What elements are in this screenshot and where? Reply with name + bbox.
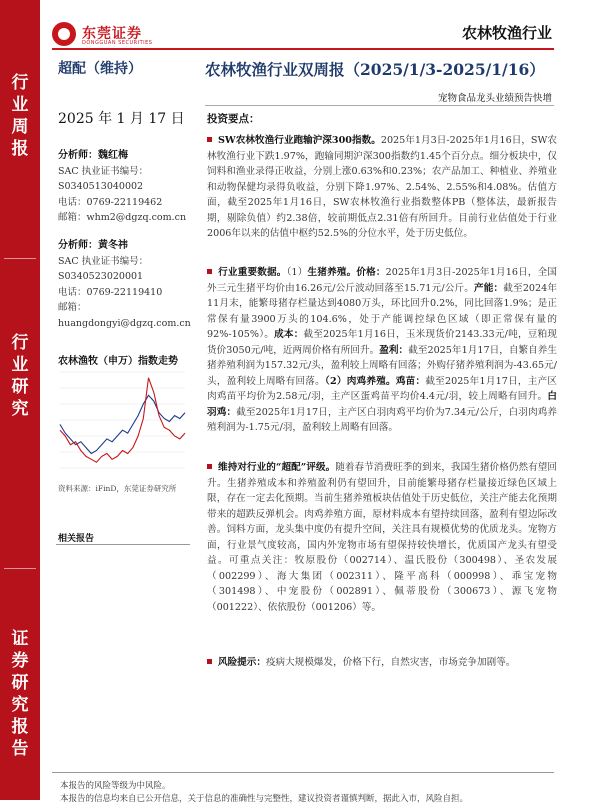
header-divider — [52, 48, 554, 50]
band-divider — [4, 258, 36, 259]
band-char: 证 — [11, 629, 29, 649]
band-label-research — [0, 332, 40, 420]
paragraph-performance — [207, 133, 557, 242]
paragraph-subhead: 成本： — [274, 329, 304, 340]
related-reports-divider — [56, 544, 190, 545]
band-char: 周 — [11, 117, 29, 137]
rating: 超配（维持） — [58, 61, 142, 77]
cert-label: SAC 执业证书编号： — [58, 165, 149, 177]
band-label-report — [0, 628, 40, 760]
chart-title: 农林渔牧（申万）指数走势 — [58, 356, 178, 367]
paragraph-text: 截至2024年11月末，能繁母猪存栏量达到4080万头，环比回升0.2%，同比回落1.9%；是正常保有量3900万头的104.6%，处于产能调控绿色区域（即正常保有量的92%-105%）。 — [207, 282, 557, 340]
paragraph-lead: 维持对行业的“超配”评级。 — [218, 462, 336, 473]
analyst-name: 分析师：魏红梅 — [58, 150, 128, 161]
footer-risk-level: 本报告的风险等级为中风险。 — [60, 781, 171, 791]
cert-number: S0340523020001 — [58, 271, 144, 282]
band-char: 行 — [11, 333, 29, 353]
band-label-weekly — [0, 72, 40, 160]
analyst-phone: 电话：0769-22119410 — [58, 286, 163, 298]
paragraph-industry-data — [207, 265, 557, 436]
analyst-block — [58, 148, 186, 226]
band-char: 研 — [11, 377, 29, 397]
analyst-block — [58, 238, 191, 331]
paragraph-lead: 风险提示： — [218, 657, 266, 668]
paragraph-text: 疫病大规模爆发，价格下行，自然灾害，市场竞争加剧等。 — [265, 657, 516, 668]
analyst-email[interactable]: huangdongyi@dgzq.com.cn — [58, 317, 191, 329]
paragraph-lead: SW农林牧渔行业跑输沪深300指数。 — [218, 135, 381, 146]
chart-source: 资料来源：iFinD，东莞证券研究所 — [58, 484, 177, 493]
paragraph-lead: 行业重要数据。 — [218, 267, 287, 278]
band-char: 行 — [11, 73, 29, 93]
bullet-icon — [207, 464, 212, 469]
key-points-heading: 投资要点： — [207, 113, 260, 125]
band-char: 报 — [11, 717, 29, 737]
analyst-email[interactable]: 邮箱：whm2@dgzq.com.cn — [58, 212, 187, 223]
band-char: 告 — [11, 739, 29, 759]
band-divider — [4, 568, 36, 569]
band-char: 究 — [11, 695, 29, 715]
paragraph-subhead: 盈利： — [379, 344, 409, 356]
index-trend-chart — [56, 366, 189, 476]
side-band — [0, 0, 40, 800]
band-char: 券 — [11, 651, 29, 671]
analyst-phone: 电话：0769-22119462 — [58, 196, 163, 208]
industry-name: 农林牧渔行业 — [461, 24, 552, 42]
paragraph-subhead: 白羽鸡： — [207, 391, 557, 418]
subtitle-divider — [205, 105, 554, 106]
paragraph-text: 截至2025年1月16日，玉米现货价2143.33元/吨，豆粕现货价3050元/吨，近两周价格有所回升。 — [207, 329, 557, 356]
logo-text: 东莞证券 — [82, 26, 142, 42]
bullet-icon — [207, 137, 212, 142]
cert-number: S0340513040002 — [58, 181, 144, 192]
company-logo — [52, 22, 162, 48]
cert-label: SAC 执业证书编号： — [58, 255, 149, 267]
paragraph-rating — [207, 460, 557, 615]
paragraph-text: 随着春节消费旺季的到来，我国生猪价格仍然有望回升。生猪养殖成本和养殖盈利仍有望回升，目前能繁母猪存栏量接近绿色区域上限，存在一定去化预期。当前生猪养殖板块估值处于历史低位，关注产能去化预期带来的超跌反弹机会。肉鸡养殖方面，原材料成本有望持续回落，盈利有望边际改善。饲料方面，龙头集中度仍有提升空间，关注具有规模优势的优质龙头。宠物方面，行业景气度较高，国内外宠物市场有望保持较快增长，优质国产龙头有望受益。可重点关注：牧原股份（002714）、温氏股份（300498）、圣农发展（002299）、海大集团（002311）、隆平高科（000998）、乖宝宠物（301498）、中宠股份（002891）、佩蒂股份（300673）、源飞宠物（001222）、依依股份（001206）等。 — [207, 462, 558, 613]
footer-disclaimer: 本报告的信息均来自已公开信息，关于信息的准确性与完整性，建议投资者谨慎判断，据此入市，风险自担。 — [60, 794, 469, 804]
band-char: 业 — [11, 95, 29, 115]
paragraph-text: 2025年1月3日-2025年1月16日，SW农林牧渔行业下跌1.97%，跑输同期沪深300指数约1.45个百分点。细分板块中，仅饲料和渔业录得正收益，分别上涨0.63%和0.23%；农产品加工、种植业、养殖业和动物保健均录得负收益，分别下降1.97%、2.54%、2.55%和4.08%。估值方面，截至2025年1月16日，SW农林牧渔行业指数整体PB（整体法，最新报告期，剔除负值）约2.38倍，较前期低点2.31倍有所回升。目前行业估值处于行业2006年以来的估值中枢约52.5%的分位水平，处于历史低位。 — [207, 135, 557, 239]
band-char: 研 — [11, 673, 29, 693]
paragraph-text: 截至2025年1月17日，自繁自养生猪养殖利润为157.32元/头，盈利较上周略有回落；外购仔猪养殖利润为-43.65元/头，盈利较上周略有回落。 — [207, 344, 558, 387]
paragraph-risk — [207, 655, 557, 671]
related-reports-heading: 相关报告 — [58, 534, 95, 544]
paragraph-subhead: 生猪养殖。价格： — [307, 267, 386, 278]
paragraph-subhead: （2）肉鸡养殖。鸡苗： — [324, 375, 426, 387]
footer-divider — [52, 772, 554, 773]
bullet-icon — [207, 269, 212, 274]
report-title: 农林牧渔行业双周报（2025/1/3-2025/1/16） — [205, 60, 545, 79]
analyst-name: 分析师：黄冬祎 — [58, 240, 128, 251]
paragraph-text: （1） — [286, 267, 308, 278]
logo-subtext: DONGGUAN SECURITIES — [82, 40, 153, 46]
band-char: 业 — [11, 355, 29, 375]
band-char: 究 — [11, 399, 29, 419]
paragraph-text: 截至2025年1月17日，主产区肉鸡苗平均价为2.58元/羽，主产区蛋鸡苗平均价4.4元/羽，较上周略有回升。 — [207, 375, 557, 402]
bullet-icon — [207, 659, 212, 664]
report-date: 2025 年 1 月 17 日 — [58, 111, 185, 127]
report-subtitle: 宠物食品龙头业绩预告快增 — [437, 93, 552, 104]
band-char: 报 — [11, 139, 29, 159]
paragraph-subhead: 产能： — [474, 282, 504, 294]
paragraph-text: 2025年1月3日-2025年1月16日，全国外三元生猪平均价由16.26元/公斤波动回落至15.71元/公斤。 — [207, 267, 558, 294]
logo-seal-icon — [52, 22, 76, 46]
paragraph-text: 截至2025年1月17日，主产区白羽肉鸡平均价为7.34元/公斤，白羽肉鸡养殖利润为-1.75元/羽，盈利较上周略有回落。 — [207, 406, 557, 433]
email-label: 邮箱： — [58, 302, 87, 313]
